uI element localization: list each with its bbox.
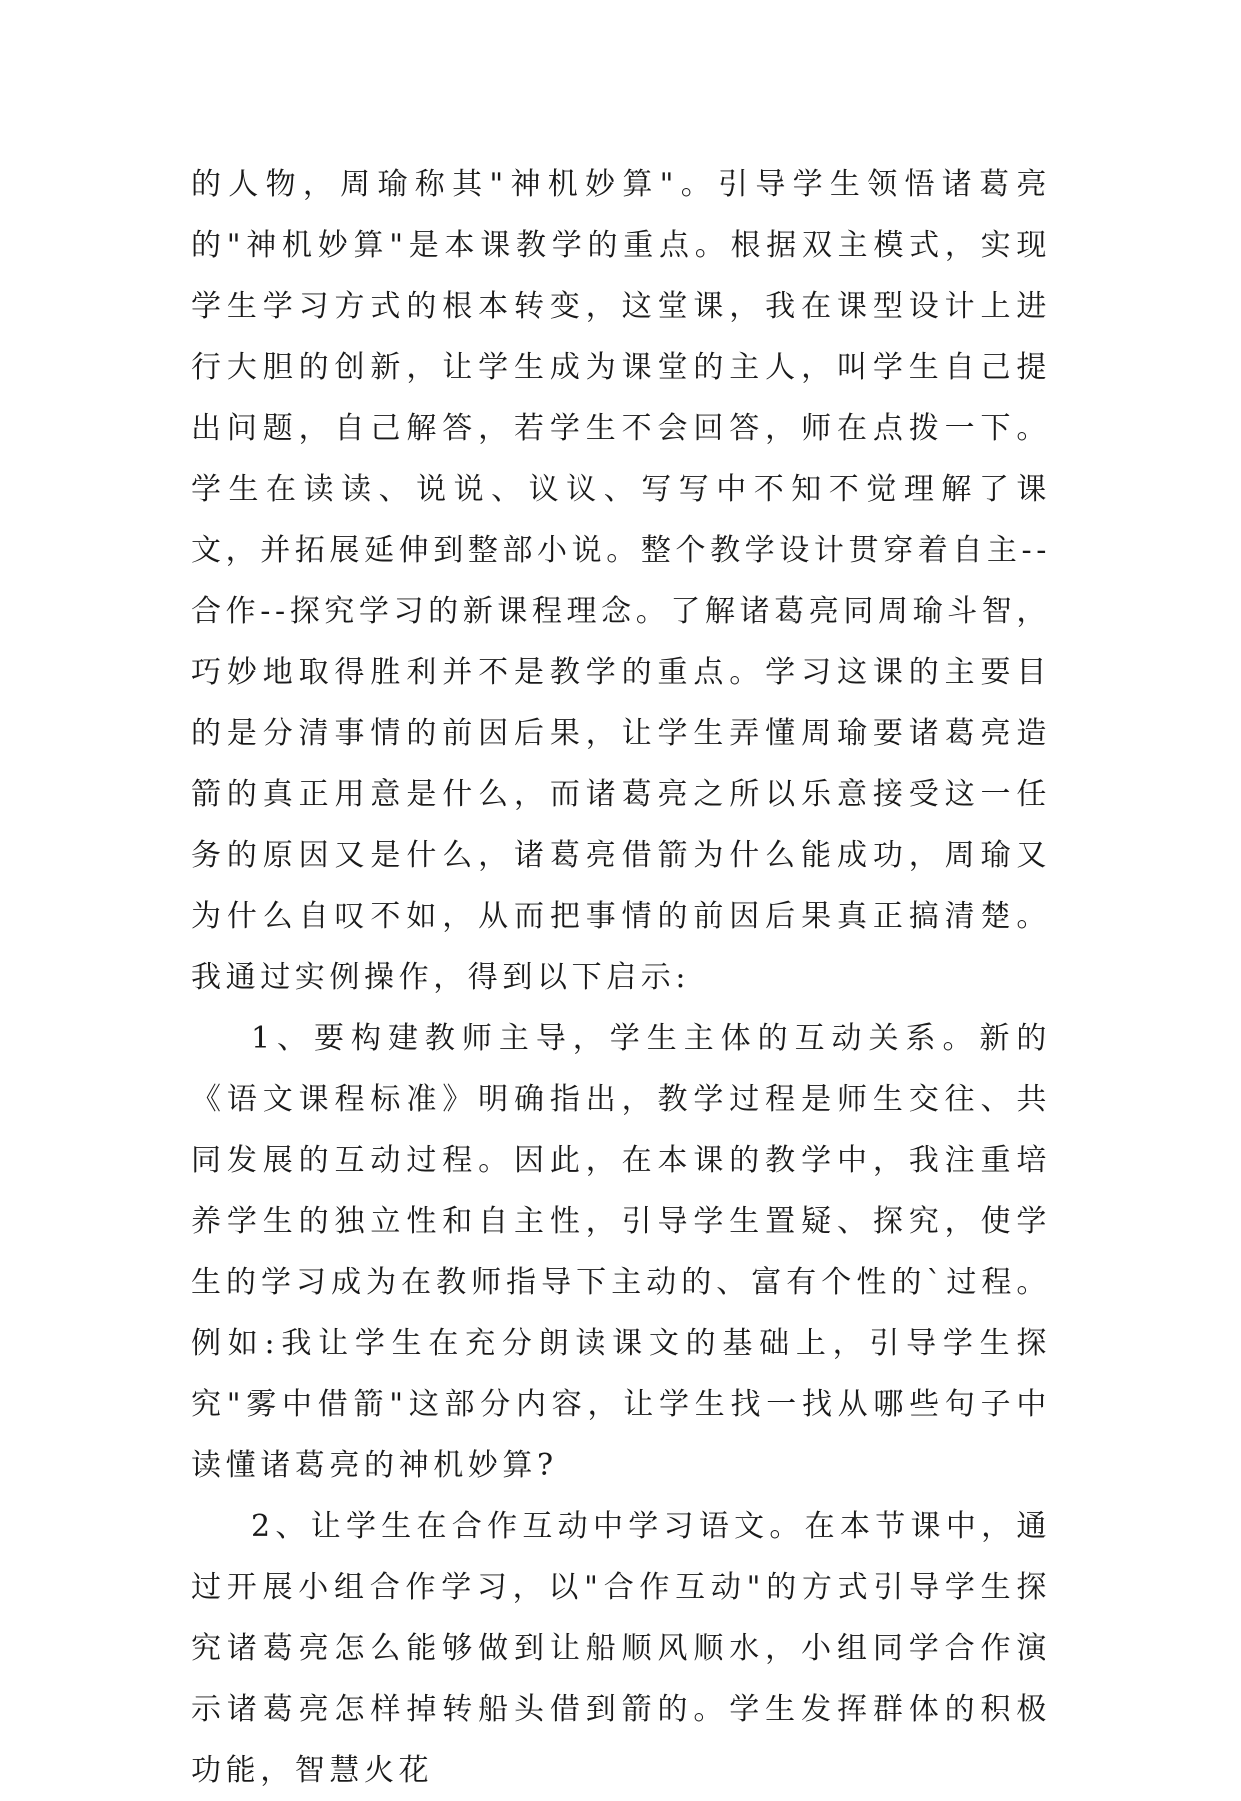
paragraph-continuation: 的人物，周瑜称其"神机妙算"。引导学生领悟诸葛亮的"神机妙算"是本课教学的重点。根据双主模式，实现学生学习方式的根本转变，这堂课，我在课型设计上进行大胆的创新，让学生成为课堂的主人，叫学生自己提出问题，自己解答，若学生不会回答，师在点拨一下。学生在读读、说说、议议、写写中不知不觉理解了课文，并拓展延伸到整部小说。整个教学设计贯穿着自主--合作--探究学习的新课程理念。了解诸葛亮同周瑜斗智，巧妙地取得胜利并不是教学的重点。学习这课的主要目的是分清事情的前因后果，让学生弄懂周瑜要诸葛亮造箭的真正用意是什么，而诸葛亮之所以乐意接受这一任务的原因又是什么，诸葛亮借箭为什么能成功，周瑜又为什么自叹不如，从而把事情的前因后果真正搞清楚。我通过实例操作，得到以下启示:	[191, 167, 1051, 995]
body-text	[191, 154, 1051, 1801]
paragraph-point-2: 2、让学生在合作互动中学习语文。在本节课中，通过开展小组合作学习，以"合作互动"的方式引导学生探究诸葛亮怎么能够做到让船顺风顺水，小组同学合作演示诸葛亮怎样掉转船头借到箭的。学生发挥群体的积极功能，智慧火花	[191, 1509, 1051, 1788]
paragraph-point-1: 1、要构建教师主导，学生主体的互动关系。新的《语文课程标准》明确指出，教学过程是师生交往、共同发展的互动过程。因此，在本课的教学中，我注重培养学生的独立性和自主性，引导学生置疑、探究，使学生的学习成为在教师指导下主动的、富有个性的`过程。例如:我让学生在充分朗读课文的基础上，引导学生探究"雾中借箭"这部分内容，让学生找一找从哪些句子中读懂诸葛亮的神机妙算?	[191, 1021, 1051, 1483]
